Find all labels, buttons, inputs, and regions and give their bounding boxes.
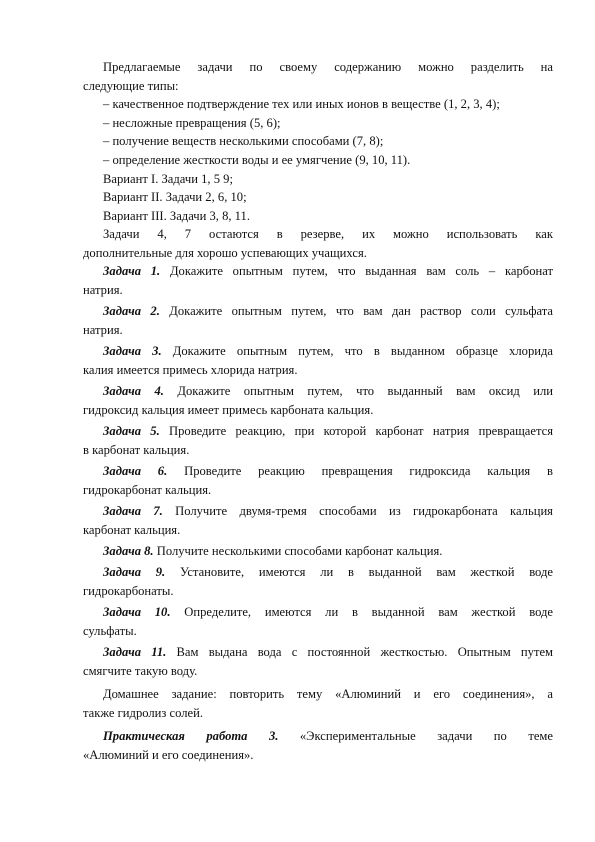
variant-line: Вариант III. Задачи 3, 8, 11. bbox=[103, 208, 250, 223]
task-8 bbox=[83, 542, 553, 561]
type-item: – качественное подтверждение тех или иных ионов в веществе (1, 2, 3, 4); bbox=[103, 97, 500, 112]
task-3 bbox=[83, 342, 553, 379]
task-text-cont: карбонат кальция. bbox=[83, 522, 181, 537]
task-10 bbox=[83, 603, 553, 640]
homework-line-1: Домашнее задание: повторить тему «Алюминий и его соединения», а bbox=[103, 687, 553, 701]
task-5 bbox=[83, 422, 553, 459]
task-text: Докажите опытным путем, что в выданном образце хлорида bbox=[172, 344, 553, 358]
type-item: – получение веществ несколькими способами (7, 8); bbox=[103, 134, 384, 149]
task-text: Проведите реакцию, при которой карбонат натрия превращается bbox=[169, 424, 553, 438]
task-text-cont: натрия. bbox=[83, 282, 123, 297]
homework bbox=[83, 685, 553, 722]
task-label: Задача 11. bbox=[103, 645, 167, 659]
intro-line-1: Предлагаемые задачи по своему содержанию можно разделить на bbox=[103, 60, 553, 74]
task-text: Вам выдана вода с постоянной жесткостью. Опытным путем bbox=[176, 645, 554, 659]
task-label: Задача 8. bbox=[103, 544, 154, 558]
reserve-line-1: Задачи 4, 7 остаются в резерве, их можно использовать как bbox=[103, 227, 553, 242]
intro-line-2: следующие типы: bbox=[83, 78, 179, 93]
task-text-cont: натрия. bbox=[83, 322, 123, 337]
practical-text-cont: «Алюминий и его соединения». bbox=[83, 747, 254, 762]
variant-line: Вариант II. Задачи 2, 6, 10; bbox=[103, 190, 247, 205]
task-text-cont: калия имеется примесь хлорида натрия. bbox=[83, 362, 298, 377]
task-label: Задача 3. bbox=[103, 344, 162, 358]
task-text: Докажите опытным путем, что вам дан раствор соли сульфата bbox=[169, 304, 554, 318]
task-label: Задача 1. bbox=[103, 264, 161, 278]
task-text-cont: в карбонат кальция. bbox=[83, 442, 190, 457]
intro-paragraph bbox=[83, 58, 553, 263]
homework-line-2: также гидролиз солей. bbox=[83, 705, 204, 720]
task-2 bbox=[83, 302, 553, 339]
task-text-cont: гидрокарбонаты. bbox=[83, 583, 174, 598]
task-text: Докажите опытным путем, что выданный вам оксид или bbox=[177, 384, 553, 398]
task-label: Задача 2. bbox=[103, 304, 160, 318]
practical-work bbox=[83, 727, 553, 764]
task-label: Задача 10. bbox=[103, 605, 171, 619]
task-label: Задача 6. bbox=[103, 464, 168, 478]
task-text-cont: гидрокарбонат кальция. bbox=[83, 482, 212, 497]
task-text-cont: сульфаты. bbox=[83, 623, 137, 638]
task-text: Определите, имеются ли в выданной вам жесткой воде bbox=[184, 605, 554, 619]
task-6 bbox=[83, 462, 553, 499]
practical-label: Практическая работа 3. bbox=[103, 729, 279, 743]
task-label: Задача 5. bbox=[103, 424, 160, 438]
task-4 bbox=[83, 382, 553, 419]
practical-text: «Экспериментальные задачи по теме bbox=[299, 729, 553, 743]
task-text-cont: гидроксид кальция имеет примесь карбоната кальция. bbox=[83, 402, 374, 417]
task-label: Задача 4. bbox=[103, 384, 164, 398]
task-1 bbox=[83, 262, 553, 299]
task-label: Задача 9. bbox=[103, 565, 166, 579]
task-9 bbox=[83, 563, 553, 600]
task-text-cont: смягчите такую воду. bbox=[83, 663, 198, 678]
task-text: Докажите опытным путем, что выданная вам соль – карбонат bbox=[169, 264, 553, 278]
type-item: – определение жесткости воды и ее умягчение (9, 10, 11). bbox=[103, 152, 411, 167]
task-label: Задача 7. bbox=[103, 504, 163, 518]
variant-line: Вариант I. Задачи 1, 5 9; bbox=[103, 171, 233, 186]
task-text: Получите несколькими способами карбонат кальция. bbox=[156, 544, 443, 558]
task-text: Проведите реакцию превращения гидроксида кальция в bbox=[184, 464, 553, 478]
type-item: – несложные превращения (5, 6); bbox=[103, 115, 281, 130]
task-text: Установите, имеются ли в выданной вам жесткой воде bbox=[179, 565, 553, 579]
task-11 bbox=[83, 643, 553, 680]
reserve-line-2: дополнительные для хорошо успевающих учащихся. bbox=[83, 245, 367, 260]
task-text: Получите двумя-тремя способами из гидрокарбоната кальция bbox=[175, 504, 553, 518]
task-7 bbox=[83, 502, 553, 539]
